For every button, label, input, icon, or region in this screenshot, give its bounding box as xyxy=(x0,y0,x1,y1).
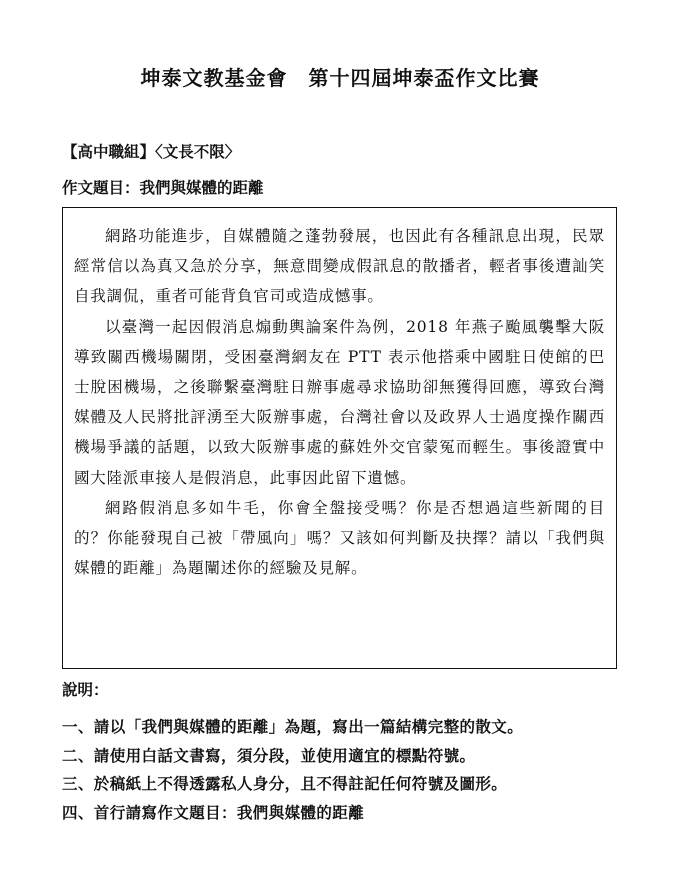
prompt-paragraph-3: 網路假消息多如牛毛，你會全盤接受嗎？你是否想過這些新聞的目的？你能發現自己被「帶風向」嗎？又該如何判斷及抉擇？請以「我們與媒體的距離」為題闡述你的經驗及見解。 xyxy=(74,498,605,578)
page-title: 坤泰文教基金會 第十四屆坤泰盃作文比賽 xyxy=(140,66,540,90)
prompt-box xyxy=(62,207,617,669)
note-item-4: 四、首行請寫作文題目：我們與媒體的距離 xyxy=(62,802,365,822)
note-item-3: 三、於稿紙上不得透露私人身分，且不得註記任何符號及圖形。 xyxy=(62,774,508,793)
note-item-2: 二、請使用白話文書寫，須分段，並使用適宜的標點符號。 xyxy=(62,745,476,765)
note-item-1: 一、請以「我們與媒體的距離」為題，寫出一篇結構完整的散文。 xyxy=(62,717,524,736)
notes-list xyxy=(62,713,523,827)
prompt-paragraph-1: 網路功能進步，自媒體隨之蓬勃發展，也因此有各種訊息出現，民眾經常信以為真又急於分享，無意間變成假訊息的散播者，輕者事後遭訕笑自我調侃，重者可能背負官司或造成憾事。 xyxy=(74,227,605,306)
notes-heading: 說明： xyxy=(62,680,109,699)
essay-topic: 作文題目：我們與媒體的距離 xyxy=(62,178,264,197)
prompt-paragraph-2: 以臺灣一起因假消息煽動輿論案件為例，2018 年燕子颱風襲擊大阪導致關西機場關閉，受困臺灣網友在 PTT 表示他搭乘中國駐日使館的巴士脫困機場，之後聯繫臺灣駐日辦事處尋求協助卻無獲得回應，導致台灣媒體及人民將批評湧至大阪辦事處，台灣社會以及政界人士過度操作關西機場爭議的話題，以致大阪辦事處的蘇姓外交官蒙冤而輕生。事後證實中國大陸派車接人是假消息，此事因此留下遺憾。 xyxy=(74,317,605,487)
group-label: 【高中職組】〈文長不限〉 xyxy=(62,142,241,161)
